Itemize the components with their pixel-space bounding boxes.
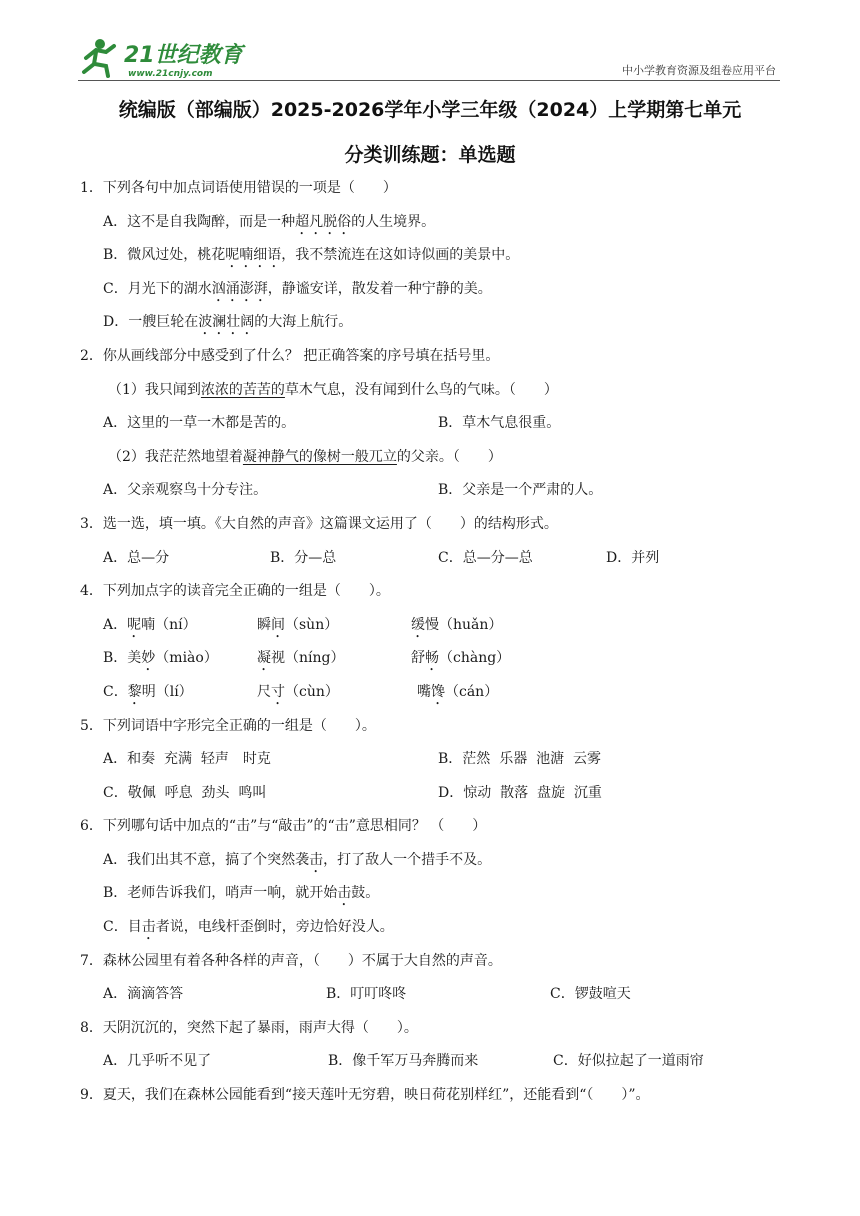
question-5-options-ab (80, 749, 780, 783)
underlined-phrase: 凝神静气的像树一般兀立 (242, 448, 397, 465)
option-a: A．几乎听不见了 (103, 1053, 212, 1070)
question-8-options (80, 1051, 780, 1085)
question-2-sub-2: （2）我茫茫然地望着凝神静气的像树一般兀立的父亲。（ ） (108, 448, 502, 465)
question-1-option-c: C．月光下的湖水汹涌澎湃，静谧安详，散发着一种宁静的美。 (103, 280, 492, 297)
svg-text:www.21cnjy.com: www.21cnjy.com (128, 69, 213, 79)
platform-name: 中小学教育资源及组卷应用平台 (622, 64, 776, 77)
page-title: 统编版（部编版）2025-2026学年小学三年级（2024）上学期第七单元 (118, 99, 742, 121)
question-5-options-cd (80, 783, 780, 817)
question-7-stem: 7．森林公园里有着各种各样的声音，（ ）不属于大自然的声音。 (80, 952, 502, 969)
question-6-option-b: B．老师告诉我们，哨声一响，就开始击鼓。 (103, 885, 380, 902)
question-6-option-a: A．我们出其不意，搞了个突然袭击，打了敌人一个措手不及。 (103, 851, 492, 868)
question-2-sub-2-options (80, 480, 780, 514)
option-c: C．总—分—总 (438, 549, 533, 566)
dotted-char: 凝 (257, 650, 271, 667)
option-b: B．父亲是一个严肃的人。 (438, 482, 603, 499)
question-4-option-c: C．黎明（lí） 尺寸（cùn） 嘴馋（cán） (103, 683, 499, 700)
header-divider (78, 80, 780, 81)
dotted-word: 呢喃细语 (225, 247, 282, 264)
option-a: A．总—分 (103, 549, 170, 566)
option-b: B．叮叮咚咚 (326, 986, 407, 1003)
option-b: B．茫然 乐器 池溏 云雾 (438, 751, 601, 768)
page-subtitle: 分类训练题：单选题 (344, 144, 516, 166)
question-2-sub-1: （1）我只闻到浓浓的苦苦的草木气息，没有闻到什么鸟的气味。（ ） (108, 381, 558, 398)
question-5-stem: 5．下列词语中字形完全正确的一组是（ ）。 (80, 717, 376, 734)
question-6-option-c: C．目击者说，电线杆歪倒时，旁边恰好没人。 (103, 919, 394, 936)
question-1-option-b: B．微风过处，桃花呢喃细语，我不禁流连在这如诗似画的美景中。 (103, 247, 520, 264)
option-b: B．草木气息很重。 (438, 415, 561, 432)
dotted-char: 缓 (411, 616, 425, 633)
option-d: D．惊动 散落 盘旋 沉重 (438, 784, 602, 801)
dotted-char: 黎 (127, 683, 142, 700)
question-4-option-b: B．美妙（miào） 凝视（níng） 舒畅（chàng） (103, 650, 511, 667)
question-list (80, 178, 780, 1119)
question-8-stem: 8．天阴沉沉的，突然下起了暴雨，雨声大得（ ）。 (80, 1019, 418, 1036)
dotted-char: 呢 (127, 616, 142, 633)
question-6-stem: 6．下列哪句话中加点的“击”与“敲击”的“击”意思相同？ （ ） (80, 818, 487, 835)
question-3-stem: 3．选一选，填一填。《大自然的声音》这篇课文运用了（ ）的结构形式。 (80, 515, 558, 532)
dotted-char: 击 (141, 919, 156, 936)
underlined-phrase: 浓浓的苦苦的 (200, 381, 285, 398)
svg-text:21世纪教育: 21世纪教育 (124, 43, 243, 68)
option-a: A．滴滴答答 (103, 986, 184, 1003)
option-a: A．这里的一草一木都是苦的。 (103, 415, 296, 432)
question-7-options (80, 984, 780, 1018)
dotted-char: 击 (337, 885, 352, 902)
question-1-option-a: A．这不是自我陶醉，而是一种超凡脱俗的人生境界。 (103, 213, 436, 230)
question-1-stem: 1．下列各句中加点词语使用错误的一项是（ ） (80, 180, 397, 196)
option-a: A．和奏 充满 轻声 时克 (103, 751, 271, 768)
21cnjy-logo (78, 36, 248, 80)
question-3-options (80, 548, 780, 582)
dotted-word: 汹涌澎湃 (211, 280, 268, 297)
question-4-option-a: A．呢喃（ní） 瞬间（sùn） 缓慢（huǎn） (103, 616, 503, 633)
dotted-char: 间 (271, 616, 285, 633)
dotted-char: 妙 (141, 650, 156, 667)
runner-icon (84, 39, 114, 76)
question-9-stem: 9．夏天，我们在森林公园能看到“接天莲叶无穷碧，映日荷花别样红”，还能看到“（ ）”。 (80, 1087, 650, 1104)
dotted-char: 击 (309, 851, 324, 868)
option-c: C．锣鼓喧天 (550, 986, 631, 1003)
dotted-char: 寸 (271, 683, 285, 700)
option-c: C．好似拉起了一道雨帘 (553, 1053, 704, 1070)
option-c: C．敬佩 呼息 劲头 鸣叫 (103, 784, 267, 801)
question-2-stem: 2．你从画线部分中感受到了什么？ 把正确答案的序号填在括号里。 (80, 347, 500, 364)
dotted-word: 超凡脱俗 (295, 213, 352, 230)
option-a: A．父亲观察鸟十分专注。 (103, 482, 268, 499)
dotted-char: 畅 (425, 650, 439, 667)
question-4-stem: 4．下列加点字的读音完全正确的一组是（ ）。 (80, 583, 390, 600)
option-b: B．像千军万马奔腾而来 (328, 1053, 479, 1070)
option-b: B．分—总 (270, 549, 337, 566)
page-header (78, 36, 780, 82)
dotted-char: 馋 (431, 683, 445, 700)
option-d: D．并列 (606, 549, 660, 566)
question-2-sub-1-options (80, 413, 780, 447)
question-1-option-d: D．一艘巨轮在波澜壮阔的大海上航行。 (103, 314, 353, 331)
dotted-word: 波澜壮阔 (198, 314, 255, 331)
